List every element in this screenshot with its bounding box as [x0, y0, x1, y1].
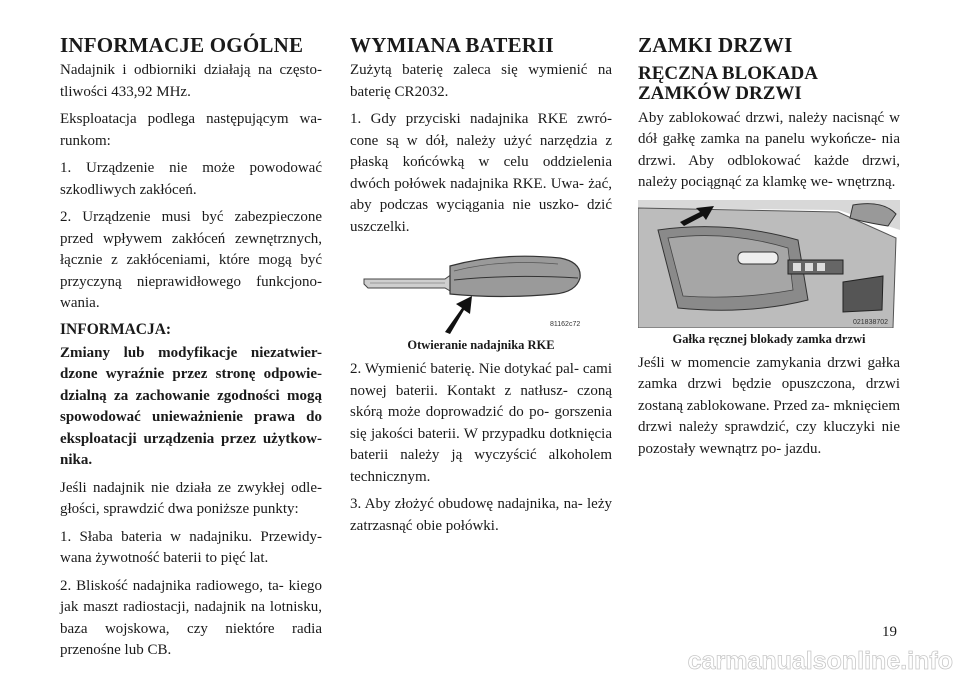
- column-general-info: [60, 34, 322, 668]
- paragraph: Nadajnik i odbiorniki działają na często- tliwości 433,92 MHz.: [60, 62, 322, 100]
- paragraph: Zużytą baterię zaleca się wymienić na baterię CR2032.: [350, 62, 612, 100]
- info-text: Zmiany lub modyfikacje niezatwier- dzone wyraźnie przez stronę odpowie- dzialną za zachowanie zgodności mogą spowodować unieważnienie prawa do eksploatacji urządzenia przez użytkow- nika.: [60, 344, 322, 469]
- figure-caption: Otwieranie nadajnika RKE: [407, 338, 555, 353]
- paragraph: Jeśli w momencie zamykania drzwi gałka zamka drzwi będzie opuszczona, drzwi zostaną zablokowane. Przed za- mknięciem drzwi należy sprawdzić, czy kluczyki nie pozostały wewnątrz po- jazdu.: [638, 354, 900, 457]
- subtitle-line: ZAMKÓW DRZWI: [638, 82, 802, 104]
- paragraph: Aby zablokować drzwi, należy nacisnąć w dół gałkę zamka na panelu wykończe- nia drzwi. Aby odblokować każde drzwi, należy pociągnąć za klamkę we- wnętrzną.: [638, 109, 900, 191]
- column-battery: [350, 34, 612, 543]
- figure-code: 81162c72: [550, 321, 581, 329]
- section-title-general: INFORMACJE OGÓLNE: [60, 33, 304, 57]
- paragraph: 3. Aby złożyć obudowę nadajnika, na- leży zatrzasnąć obie połówki.: [350, 496, 612, 534]
- subtitle-line: RĘCZNA BLOKADA: [638, 63, 818, 85]
- paragraph: 1. Słaba bateria w nadajniku. Przewidy- wana żywotność baterii to pięć lat.: [60, 528, 322, 567]
- rke-key-illustration: [350, 244, 595, 334]
- info-heading: INFORMACJA:: [60, 320, 172, 338]
- paragraph: Jeśli nadajnik nie działa ze zwykłej odle- głości, sprawdzić dwa poniższe punkty:: [60, 479, 322, 518]
- figure-caption: Gałka ręcznej blokady zamka drzwi: [672, 331, 866, 346]
- column-door-locks: [638, 34, 900, 466]
- paragraph: 2. Bliskość nadajnika radiowego, ta- kiego jak maszt radiostacji, nadajnik na lotnisku, baza wojskowa, czy niektóre radia przenośne lub CB.: [60, 577, 322, 659]
- paragraph: 2. Wymienić baterię. Nie dotykać pal- cami nowej baterii. Kontakt z natłusz- czoną skórą może doprowadzić do po- gorszenia się jakości baterii. W przypadku dotknięcia baterii należy ją wyczyścić alkoholem technicznym.: [350, 361, 612, 485]
- watermark-text: carmanualsonline.info: [687, 648, 953, 674]
- door-panel-illustration: [638, 200, 900, 328]
- figure-rke-opening: [350, 244, 612, 353]
- paragraph: 2. Urządzenie musi być zabezpieczone przed wpływem zakłóceń zewnętrznych, łącznie z zakłóceniami, które mogą być przyczyną nieprawidłowego funkcjono- wania.: [60, 209, 322, 312]
- watermark-logo: [575, 648, 955, 674]
- page-number: 19: [882, 624, 897, 640]
- section-title-door-locks: ZAMKI DRZWI: [638, 33, 793, 57]
- paragraph: Eksploatacja podlega następującym wa- runkom:: [60, 111, 322, 149]
- paragraph: 1. Gdy przyciski nadajnika RKE zwró- cone są w dół, należy użyć narzędzia z płaską końcówką w celu oddzielenia dwóch połówek nadajnika RKE. Uwa- żać, aby podczas wyciągania nie uszko- dzić uszczelki.: [350, 111, 612, 235]
- subsection-title: [638, 64, 900, 104]
- figure-door-lock: [638, 200, 900, 347]
- section-title-battery: WYMIANA BATERII: [350, 33, 554, 57]
- figure-code: 021838702: [853, 318, 889, 326]
- paragraph: 1. Urządzenie nie może powodować szkodliwych zakłóceń.: [60, 160, 322, 198]
